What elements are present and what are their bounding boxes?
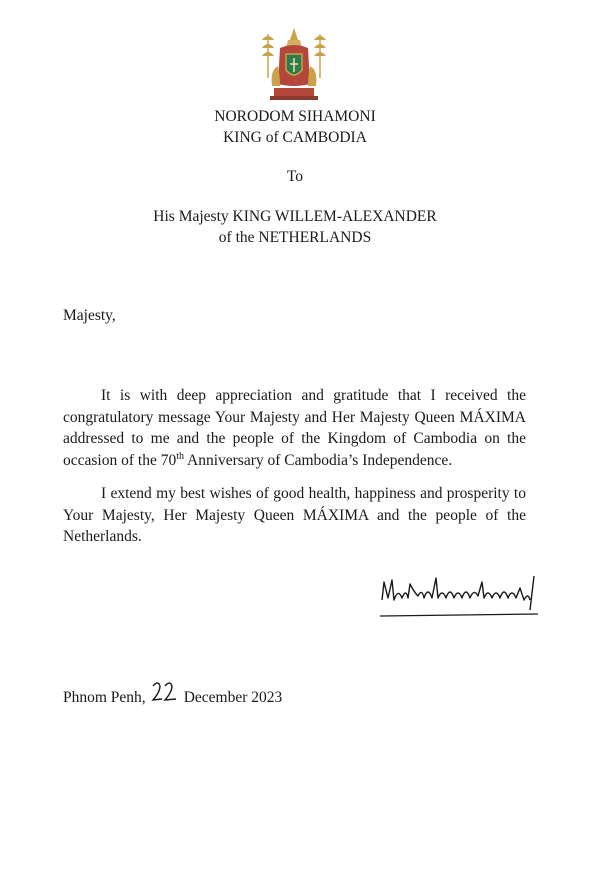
ordinal-suffix: th — [176, 450, 184, 462]
royal-arms-of-cambodia-icon — [258, 26, 330, 102]
closing-line — [63, 680, 282, 707]
sender-title: KING of CAMBODIA — [223, 129, 367, 146]
paragraph-1-text-end: Anniversary of Cambodia’s Independence. — [183, 451, 453, 469]
salutation: Majesty, — [63, 307, 116, 324]
month-year: December 2023 — [183, 689, 283, 706]
handwritten-day-icon — [150, 680, 180, 702]
handwritten-signature-icon — [378, 570, 540, 622]
paragraph-1 — [63, 385, 526, 471]
place-name: Phnom Penh, — [63, 689, 146, 706]
recipient-country: of the NETHERLANDS — [218, 229, 372, 246]
paragraph-2: I extend my best wishes of good health, happiness and prosperity to Your Majesty, Her Majesty Queen MÁXIMA and the people of the Netherlands. — [63, 485, 526, 545]
sender-block — [0, 106, 590, 148]
paragraph-1-text: It is with deep appreciation and gratitude that I received the congratulatory message Your Majesty and Her Majesty Queen MÁXIMA addressed to me and the people of the Kingdom of Cambodia on the occasion of the 70 — [63, 387, 526, 469]
sender-name: NORODOM SIHAMONI — [214, 108, 376, 125]
to-label: To — [286, 168, 304, 185]
recipient-name: His Majesty KING WILLEM-ALEXANDER — [153, 208, 437, 225]
recipient-block — [0, 206, 590, 248]
